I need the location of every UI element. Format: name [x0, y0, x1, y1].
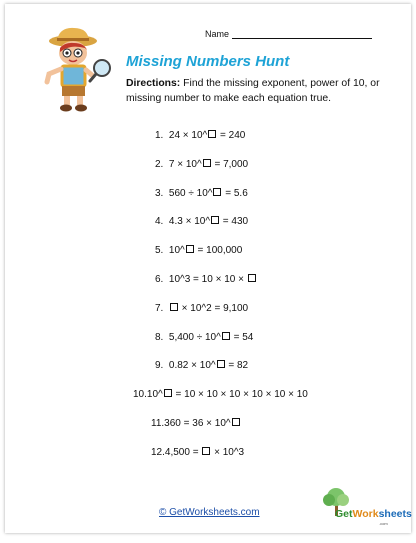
problem-text: 10^ [146, 389, 163, 401]
problem-text: = 82 [225, 360, 249, 372]
problem-row [155, 130, 245, 141]
directions [126, 76, 396, 106]
problem-number: 11. [151, 418, 165, 429]
problem-text: = 240 [217, 130, 246, 141]
footer-link[interactable]: © GetWorksheets.com [159, 507, 260, 518]
problem-text: × 10^3 [211, 446, 245, 458]
answer-box[interactable] [203, 159, 211, 167]
problem-number: 3. [155, 187, 169, 199]
answer-box[interactable] [202, 447, 210, 455]
problem-text: 7 × 10^ [168, 158, 202, 170]
answer-box[interactable] [213, 188, 221, 196]
problem-text: 4.3 × 10^ [168, 216, 211, 228]
problem-number: 12. [151, 446, 165, 458]
problem-text: 360 = 36 × 10^ [164, 418, 231, 429]
worksheet-page [5, 4, 411, 533]
problem-number: 5. [155, 245, 169, 257]
problem-row [155, 303, 248, 314]
problem-row [155, 159, 248, 170]
answer-box[interactable] [208, 130, 216, 138]
magnifying-glass-icon [90, 60, 110, 81]
problem-text: 4,500 = [164, 446, 202, 458]
problem-row [133, 389, 308, 400]
answer-box[interactable] [186, 245, 194, 253]
problem-text: 5,400 ÷ 10^ [168, 331, 221, 343]
problem-row [155, 188, 248, 199]
problem-row [151, 447, 244, 458]
name-field [205, 29, 372, 39]
worksheet-title: Missing Numbers Hunt [126, 53, 290, 70]
name-line [232, 29, 372, 39]
answer-box[interactable] [217, 360, 225, 368]
problem-number: 6. [155, 274, 169, 285]
problem-row [155, 216, 248, 227]
problem-row [155, 245, 242, 256]
answer-box[interactable] [248, 274, 256, 282]
problem-text: = 7,000 [211, 158, 249, 170]
problem-number: 7. [155, 302, 169, 314]
directions-label: Directions: [126, 78, 181, 89]
answer-box[interactable] [170, 303, 178, 311]
problem-row [155, 274, 257, 285]
logo-text: GetWorksheets [335, 508, 412, 520]
directions-text: Find the missing exponent, power of 10, or missing number to make each equation true. [126, 78, 380, 104]
problem-text: 10^3 = 10 × 10 × [168, 274, 247, 285]
problem-text: 560 ÷ 10^ [168, 187, 213, 199]
problem-text: = 430 [220, 216, 249, 228]
problem-number: 8. [155, 331, 169, 343]
problem-text: × 10^2 = 9,100 [178, 302, 249, 314]
answer-box[interactable] [164, 389, 172, 397]
explorer-mascot [41, 26, 117, 114]
problem-text: = 10 × 10 × 10 × 10 × 10 × 10 [172, 389, 308, 401]
getworksheets-logo [317, 490, 412, 528]
problem-row [155, 360, 248, 371]
problem-text: 24 × 10^ [168, 130, 208, 141]
problem-text: 0.82 × 10^ [168, 360, 216, 372]
answer-box[interactable] [232, 418, 240, 426]
problem-row [151, 418, 241, 429]
answer-box[interactable] [222, 332, 230, 340]
logo-tag: .com [379, 521, 388, 526]
problem-text: = 100,000 [194, 245, 243, 257]
name-label: Name [205, 29, 230, 39]
problem-number: 10. [133, 389, 147, 401]
problem-number: 9. [155, 360, 169, 372]
problem-text: = 54 [230, 331, 254, 343]
problem-text: 10^ [168, 245, 185, 257]
problem-number: 4. [155, 216, 169, 228]
problem-number: 1. [155, 130, 169, 141]
problem-row [155, 332, 253, 343]
answer-box[interactable] [211, 216, 219, 224]
problem-number: 2. [155, 158, 169, 170]
problem-text: = 5.6 [222, 187, 248, 199]
